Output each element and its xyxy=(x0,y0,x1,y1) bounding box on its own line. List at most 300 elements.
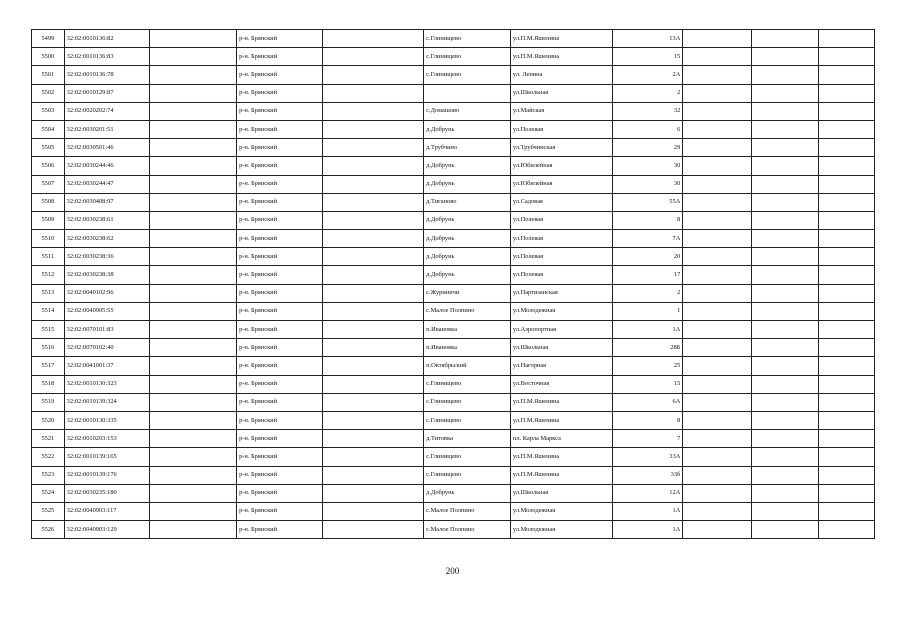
cell-house: 8 xyxy=(613,211,683,229)
cell-house: 1А xyxy=(613,321,683,339)
cell-empty xyxy=(150,502,237,520)
table-row xyxy=(32,284,875,302)
cell-number: 5516 xyxy=(32,339,65,357)
cell-empty xyxy=(752,411,818,429)
cell-district: р-н. Брянский xyxy=(237,393,323,411)
cell-empty xyxy=(752,211,818,229)
cell-street: ул.Юбилейная xyxy=(510,157,613,175)
table-row xyxy=(32,321,875,339)
table-row xyxy=(32,193,875,211)
cell-number: 5508 xyxy=(32,193,65,211)
cell-house: 20 xyxy=(613,248,683,266)
cell-empty xyxy=(818,230,874,248)
table-row xyxy=(32,521,875,539)
cell-house: 55А xyxy=(613,193,683,211)
cell-settlement: д.Тиганово xyxy=(424,193,511,211)
cell-empty xyxy=(752,284,818,302)
cell-empty xyxy=(322,393,423,411)
cell-number: 5501 xyxy=(32,66,65,84)
cell-empty xyxy=(752,248,818,266)
cell-empty xyxy=(683,521,752,539)
cell-empty xyxy=(818,521,874,539)
cell-empty xyxy=(752,448,818,466)
table-row xyxy=(32,466,875,484)
cell-empty xyxy=(752,230,818,248)
cell-empty xyxy=(818,266,874,284)
cell-empty xyxy=(683,375,752,393)
cell-street: ул.П.М.Яшенина xyxy=(510,393,613,411)
cell-district: р-н. Брянский xyxy=(237,248,323,266)
cell-number: 5507 xyxy=(32,175,65,193)
cell-empty xyxy=(683,321,752,339)
cell-settlement: д.Добрунь xyxy=(424,157,511,175)
table-body xyxy=(32,30,875,539)
cell-empty xyxy=(752,175,818,193)
cell-house: 8 xyxy=(613,411,683,429)
cell-empty xyxy=(150,484,237,502)
cell-house: 25 xyxy=(613,357,683,375)
cell-empty xyxy=(683,284,752,302)
table-row xyxy=(32,66,875,84)
cell-empty xyxy=(818,66,874,84)
cell-settlement: д.Добрунь xyxy=(424,266,511,284)
table-row xyxy=(32,339,875,357)
cell-empty xyxy=(322,211,423,229)
cell-settlement: с.Малое Полпино xyxy=(424,302,511,320)
cell-street: ул.Молодежная xyxy=(510,521,613,539)
cell-house: 28Б xyxy=(613,339,683,357)
cell-empty xyxy=(683,30,752,48)
cell-settlement: д.Трубчино xyxy=(424,139,511,157)
cell-empty xyxy=(818,393,874,411)
cell-empty xyxy=(150,84,237,102)
cell-empty xyxy=(150,375,237,393)
cell-settlement: д.Добрунь xyxy=(424,484,511,502)
cell-district: р-н. Брянский xyxy=(237,48,323,66)
cell-settlement: с.Глинищево xyxy=(424,30,511,48)
cell-empty xyxy=(683,230,752,248)
cell-empty xyxy=(150,266,237,284)
table-row xyxy=(32,84,875,102)
cell-empty xyxy=(150,448,237,466)
cell-empty xyxy=(818,375,874,393)
table-row xyxy=(32,357,875,375)
cell-cadastral-number: 32:02:0020202:74 xyxy=(64,102,150,120)
cell-empty xyxy=(752,266,818,284)
cell-empty xyxy=(818,211,874,229)
cell-cadastral-number: 32:02:0010130:323 xyxy=(64,375,150,393)
cell-empty xyxy=(683,248,752,266)
cell-street: ул. Ленина xyxy=(510,66,613,84)
cell-number: 5511 xyxy=(32,248,65,266)
cell-empty xyxy=(752,321,818,339)
cell-cadastral-number: 32:02:0030408:97 xyxy=(64,193,150,211)
cell-empty xyxy=(818,466,874,484)
cell-empty xyxy=(150,357,237,375)
cell-street: ул.Школьная xyxy=(510,84,613,102)
table-row xyxy=(32,139,875,157)
cell-number: 5499 xyxy=(32,30,65,48)
cell-settlement: с.Глинищево xyxy=(424,48,511,66)
cell-house: 1 xyxy=(613,302,683,320)
cell-district: р-н. Брянский xyxy=(237,284,323,302)
cell-cadastral-number: 32:02:0030238:61 xyxy=(64,211,150,229)
table-row xyxy=(32,502,875,520)
cell-cadastral-number: 32:02:0010139:176 xyxy=(64,466,150,484)
cell-settlement: с.Глинищево xyxy=(424,448,511,466)
table-row xyxy=(32,448,875,466)
table-row xyxy=(32,211,875,229)
cell-empty xyxy=(683,502,752,520)
cell-empty xyxy=(150,102,237,120)
cell-cadastral-number: 32:02:0040905:55 xyxy=(64,302,150,320)
cell-empty xyxy=(818,102,874,120)
cell-empty xyxy=(322,193,423,211)
cell-district: р-н. Брянский xyxy=(237,230,323,248)
cell-empty xyxy=(752,48,818,66)
cell-empty xyxy=(752,120,818,138)
cell-empty xyxy=(818,448,874,466)
cell-empty xyxy=(150,230,237,248)
cell-empty xyxy=(322,266,423,284)
cell-settlement: д.Титовка xyxy=(424,430,511,448)
cell-empty xyxy=(752,84,818,102)
cell-empty xyxy=(752,521,818,539)
cell-number: 5522 xyxy=(32,448,65,466)
cell-street: ул.Аэропортная xyxy=(510,321,613,339)
cell-empty xyxy=(818,139,874,157)
cell-number: 5502 xyxy=(32,84,65,102)
cell-street: ул.Школьная xyxy=(510,339,613,357)
cell-empty xyxy=(752,357,818,375)
cell-cadastral-number: 32:02:0040903:117 xyxy=(64,502,150,520)
cell-house: 1А xyxy=(613,521,683,539)
cell-district: р-н. Брянский xyxy=(237,430,323,448)
cell-empty xyxy=(818,48,874,66)
cell-empty xyxy=(150,175,237,193)
cell-empty xyxy=(322,48,423,66)
cell-empty xyxy=(818,430,874,448)
cell-cadastral-number: 32:02:0030201:51 xyxy=(64,120,150,138)
cell-empty xyxy=(150,321,237,339)
cell-number: 5525 xyxy=(32,502,65,520)
cell-district: р-н. Брянский xyxy=(237,375,323,393)
cell-empty xyxy=(322,30,423,48)
cell-empty xyxy=(683,175,752,193)
cell-street: ул.Полевая xyxy=(510,266,613,284)
cell-empty xyxy=(818,193,874,211)
cell-number: 5500 xyxy=(32,48,65,66)
cell-empty xyxy=(150,193,237,211)
cell-empty xyxy=(818,84,874,102)
cell-empty xyxy=(683,102,752,120)
table-row xyxy=(32,430,875,448)
cell-number: 5523 xyxy=(32,466,65,484)
cell-cadastral-number: 32:02:0010139:165 xyxy=(64,448,150,466)
cell-empty xyxy=(150,411,237,429)
cell-house: 6А xyxy=(613,393,683,411)
cell-house: 2 xyxy=(613,284,683,302)
cell-empty xyxy=(683,393,752,411)
cell-house: 2А xyxy=(613,66,683,84)
page-number: 200 xyxy=(445,566,460,576)
cell-street: ул.Полевая xyxy=(510,120,613,138)
table-row xyxy=(32,393,875,411)
cell-district: р-н. Брянский xyxy=(237,211,323,229)
cell-district: р-н. Брянский xyxy=(237,411,323,429)
cell-empty xyxy=(818,502,874,520)
table-row xyxy=(32,411,875,429)
cell-number: 5526 xyxy=(32,521,65,539)
cell-empty xyxy=(683,339,752,357)
cell-number: 5503 xyxy=(32,102,65,120)
cell-house: 7 xyxy=(613,430,683,448)
cell-cadastral-number: 32:02:0030238:38 xyxy=(64,266,150,284)
cell-cadastral-number: 32:02:0030235:180 xyxy=(64,484,150,502)
cell-empty xyxy=(322,84,423,102)
cell-empty xyxy=(322,302,423,320)
cell-street: ул.П.М.Яшенина xyxy=(510,466,613,484)
cell-empty xyxy=(752,139,818,157)
cell-street: ул.Восточная xyxy=(510,375,613,393)
cell-cadastral-number: 32:02:0010136:82 xyxy=(64,30,150,48)
cell-empty xyxy=(150,211,237,229)
cell-empty xyxy=(322,321,423,339)
cell-house: 17 xyxy=(613,266,683,284)
cell-empty xyxy=(752,102,818,120)
cell-empty xyxy=(150,120,237,138)
cell-street: ул.П.М.Яшенина xyxy=(510,48,613,66)
cell-house: 32 xyxy=(613,102,683,120)
cell-empty xyxy=(322,484,423,502)
cell-empty xyxy=(322,448,423,466)
cell-empty xyxy=(752,30,818,48)
cell-empty xyxy=(322,521,423,539)
cell-house: 30 xyxy=(613,175,683,193)
cell-street: ул.П.М.Яшенина xyxy=(510,448,613,466)
cell-empty xyxy=(683,48,752,66)
cell-cadastral-number: 32:02:0010130:335 xyxy=(64,411,150,429)
cell-number: 5506 xyxy=(32,157,65,175)
cell-district: р-н. Брянский xyxy=(237,84,323,102)
table-row xyxy=(32,484,875,502)
cell-street: ул.Полевая xyxy=(510,230,613,248)
cell-number: 5519 xyxy=(32,393,65,411)
cell-empty xyxy=(683,430,752,448)
cell-empty xyxy=(322,139,423,157)
cell-house: 29 xyxy=(613,139,683,157)
cell-empty xyxy=(322,66,423,84)
cell-street: ул.Полевая xyxy=(510,211,613,229)
cell-empty xyxy=(752,157,818,175)
cell-house: 30 xyxy=(613,157,683,175)
cell-cadastral-number: 32:02:0040102:96 xyxy=(64,284,150,302)
table-row xyxy=(32,248,875,266)
cell-empty xyxy=(322,102,423,120)
cell-empty xyxy=(818,411,874,429)
cell-empty xyxy=(752,375,818,393)
cell-empty xyxy=(818,484,874,502)
cell-settlement: с.Глинищево xyxy=(424,375,511,393)
cell-empty xyxy=(150,393,237,411)
cell-street: ул.Юбилейная xyxy=(510,175,613,193)
cell-number: 5505 xyxy=(32,139,65,157)
table-row xyxy=(32,302,875,320)
cell-empty xyxy=(683,193,752,211)
cell-empty xyxy=(683,120,752,138)
cell-street: ул.П.М.Яшенина xyxy=(510,411,613,429)
cell-district: р-н. Брянский xyxy=(237,357,323,375)
cell-number: 5504 xyxy=(32,120,65,138)
cell-empty xyxy=(150,284,237,302)
cell-empty xyxy=(683,357,752,375)
cell-empty xyxy=(150,30,237,48)
cell-street: ул.Школьная xyxy=(510,484,613,502)
cell-empty xyxy=(818,321,874,339)
cell-district: р-н. Брянский xyxy=(237,484,323,502)
cell-cadastral-number: 32:02:0030244:47 xyxy=(64,175,150,193)
cell-house: 33б xyxy=(613,466,683,484)
table-row xyxy=(32,102,875,120)
cell-settlement: д.Добрунь xyxy=(424,120,511,138)
cell-empty xyxy=(150,66,237,84)
cell-cadastral-number: 32:02:0010139:324 xyxy=(64,393,150,411)
cell-empty xyxy=(150,48,237,66)
table-row xyxy=(32,48,875,66)
cell-district: р-н. Брянский xyxy=(237,157,323,175)
cell-district: р-н. Брянский xyxy=(237,502,323,520)
cell-cadastral-number: 32:02:0070102:40 xyxy=(64,339,150,357)
cell-district: р-н. Брянский xyxy=(237,266,323,284)
cell-settlement: с.Малое Полпино xyxy=(424,521,511,539)
cell-settlement: с.Журиничи xyxy=(424,284,511,302)
cell-house: 15 xyxy=(613,48,683,66)
cell-empty xyxy=(818,339,874,357)
property-register-table xyxy=(31,29,875,539)
cell-house: 2 xyxy=(613,84,683,102)
cell-district: р-н. Брянский xyxy=(237,321,323,339)
cell-empty xyxy=(322,357,423,375)
cell-empty xyxy=(322,375,423,393)
cell-empty xyxy=(683,448,752,466)
cell-empty xyxy=(752,466,818,484)
cell-empty xyxy=(752,66,818,84)
cell-street: ул.Нагорная xyxy=(510,357,613,375)
cell-street: ул.Полевая xyxy=(510,248,613,266)
cell-empty xyxy=(752,430,818,448)
cell-empty xyxy=(150,521,237,539)
cell-empty xyxy=(818,175,874,193)
cell-district: р-н. Брянский xyxy=(237,466,323,484)
cell-empty xyxy=(818,284,874,302)
cell-empty xyxy=(322,230,423,248)
cell-number: 5512 xyxy=(32,266,65,284)
cell-cadastral-number: 32:02:0041001:37 xyxy=(64,357,150,375)
cell-empty xyxy=(752,484,818,502)
cell-street: ул.Молодежная xyxy=(510,502,613,520)
cell-empty xyxy=(322,157,423,175)
cell-empty xyxy=(683,211,752,229)
cell-settlement: п.Октябрьский xyxy=(424,357,511,375)
cell-empty xyxy=(150,248,237,266)
cell-empty xyxy=(322,175,423,193)
cell-house: 1А xyxy=(613,502,683,520)
cell-empty xyxy=(683,157,752,175)
cell-empty xyxy=(322,466,423,484)
cell-empty xyxy=(683,411,752,429)
cell-settlement: с.Домашово xyxy=(424,102,511,120)
cell-district: р-н. Брянский xyxy=(237,175,323,193)
cell-street: ул.Партизанская xyxy=(510,284,613,302)
table-row xyxy=(32,230,875,248)
cell-empty xyxy=(752,339,818,357)
cell-empty xyxy=(150,466,237,484)
cell-cadastral-number: 32:02:0010136:83 xyxy=(64,48,150,66)
cell-cadastral-number: 32:02:0030501:46 xyxy=(64,139,150,157)
cell-number: 5514 xyxy=(32,302,65,320)
cell-cadastral-number: 32:02:0040903:129 xyxy=(64,521,150,539)
cell-empty xyxy=(322,248,423,266)
cell-settlement: п.Ивановка xyxy=(424,339,511,357)
cell-settlement: д.Добрунь xyxy=(424,175,511,193)
cell-empty xyxy=(683,484,752,502)
cell-empty xyxy=(683,66,752,84)
cell-street: ул.Садовая xyxy=(510,193,613,211)
cell-empty xyxy=(818,248,874,266)
cell-empty xyxy=(683,139,752,157)
cell-district: р-н. Брянский xyxy=(237,102,323,120)
cell-number: 5518 xyxy=(32,375,65,393)
table-row xyxy=(32,375,875,393)
cell-empty xyxy=(322,339,423,357)
cell-district: р-н. Брянский xyxy=(237,448,323,466)
cell-settlement: с.Глинищево xyxy=(424,466,511,484)
table-row xyxy=(32,30,875,48)
cell-empty xyxy=(322,502,423,520)
cell-number: 5515 xyxy=(32,321,65,339)
cell-empty xyxy=(322,430,423,448)
cell-empty xyxy=(150,139,237,157)
cell-empty xyxy=(752,193,818,211)
cell-cadastral-number: 32:02:0070101:83 xyxy=(64,321,150,339)
cell-number: 5520 xyxy=(32,411,65,429)
cell-empty xyxy=(322,120,423,138)
cell-number: 5524 xyxy=(32,484,65,502)
cell-empty xyxy=(150,430,237,448)
cell-district: р-н. Брянский xyxy=(237,339,323,357)
cell-house: 13А xyxy=(613,30,683,48)
cell-empty xyxy=(818,302,874,320)
cell-settlement: д.Добрунь xyxy=(424,230,511,248)
cell-cadastral-number: 32:02:0010203:153 xyxy=(64,430,150,448)
cell-empty xyxy=(150,302,237,320)
cell-district: р-н. Брянский xyxy=(237,139,323,157)
cell-settlement: п.Ивановка xyxy=(424,321,511,339)
cell-empty xyxy=(818,157,874,175)
cell-settlement: с.Глинищево xyxy=(424,393,511,411)
cell-empty xyxy=(683,266,752,284)
cell-district: р-н. Брянский xyxy=(237,120,323,138)
cell-street: ул.Майская xyxy=(510,102,613,120)
cell-street: ул.Молодежная xyxy=(510,302,613,320)
cell-district: р-н. Брянский xyxy=(237,193,323,211)
cell-number: 5510 xyxy=(32,230,65,248)
cell-settlement: д.Добрунь xyxy=(424,248,511,266)
cell-house: 12А xyxy=(613,484,683,502)
cell-empty xyxy=(752,302,818,320)
cell-settlement: с.Малое Полпино xyxy=(424,502,511,520)
cell-empty xyxy=(683,84,752,102)
